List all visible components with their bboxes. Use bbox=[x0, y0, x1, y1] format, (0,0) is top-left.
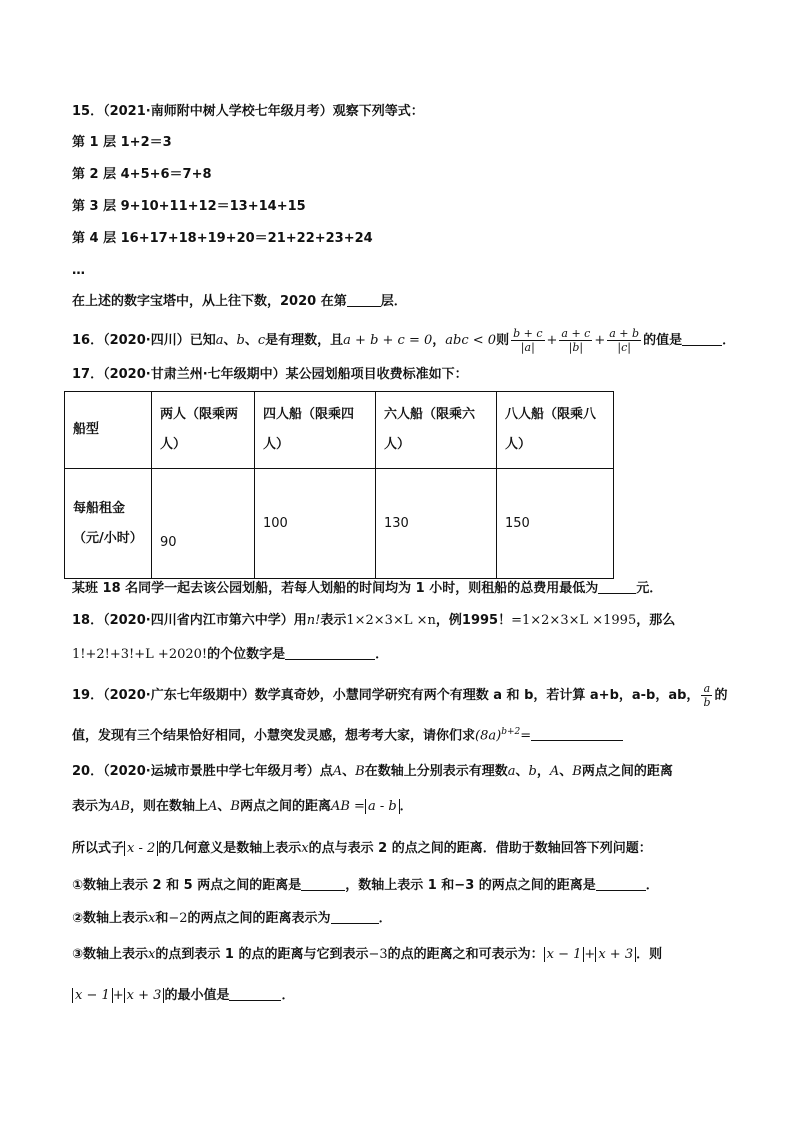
q20-line-2: 表示为AB，则在数轴上A、B两点之间的距离AB = a - b ． bbox=[72, 799, 413, 814]
fraction-2: $\frac{a + c}{|b|}$ bbox=[561, 327, 591, 354]
row-label: 第 1 层 bbox=[72, 135, 117, 150]
abs-x-minus-2: x - 2 bbox=[124, 841, 158, 856]
question-source: （2020·四川） bbox=[103, 333, 190, 348]
q20-part-2: ②数轴上表示x和−2的两点之间的距离表示为 ． bbox=[72, 911, 392, 926]
fraction-1: $\frac{b + c}{|a|}$ bbox=[513, 327, 543, 354]
question-stem: 某公园划船项目收费标准如下： bbox=[285, 367, 468, 382]
table-cell: 150 bbox=[497, 469, 614, 579]
q15-heading bbox=[72, 102, 424, 122]
q19-line-1: 19．（2020·广东七年级期中）数学真奇妙，小慧同学研究有两个有理数 a 和 b，若计算 a+b，a-b，ab， $\frac{a}{b}$ 的 bbox=[72, 682, 728, 709]
question-source: （2021·南师附中树人学校七年级月考） bbox=[103, 104, 333, 119]
q17-question: 某班 18 名同学一起去该公园划船，若每人划船的时间均为 1 小时，则租船的总费用最低为 元． bbox=[72, 581, 663, 596]
abs-x-minus-1: x − 1 bbox=[544, 947, 585, 962]
question-number: 18． bbox=[72, 613, 104, 628]
q17-heading bbox=[72, 365, 468, 385]
question-source: （2020·广东七年级期中） bbox=[103, 688, 255, 703]
question-stem: 观察下列等式： bbox=[332, 104, 424, 119]
q20-line-3: 所以式子 x - 2 的几何意义是数轴上表示x的点与表示 2 的点之间的距离．借助于数轴回答下列问题： bbox=[72, 841, 652, 856]
question-number: 17． bbox=[72, 367, 104, 382]
q15-row-3 bbox=[72, 197, 306, 217]
q18-line-1: 18．（2020·四川省内江市第六中学）用n!表示1×2×3×L ×n，例1995！=1×2×3×L ×1995，那么 bbox=[72, 613, 676, 628]
abs-x-plus-3: x + 3 bbox=[595, 947, 636, 962]
abs-a-minus-b: a - b bbox=[365, 799, 400, 814]
table-header-cell: 六人船（限乘六人） bbox=[376, 392, 497, 469]
row-label: 第 2 层 bbox=[72, 167, 117, 182]
q20-part-3-continued: x − 1 + x + 3 的最小值是 ． bbox=[72, 986, 294, 1006]
question-source: （2020·四川省内江市第六中学） bbox=[103, 613, 294, 628]
table-row bbox=[65, 469, 614, 579]
table-header-cell: 船型 bbox=[65, 392, 152, 469]
row-expr: 4+5+6＝7+8 bbox=[120, 167, 212, 182]
q15-row-2 bbox=[72, 165, 212, 185]
q20-line-1: 20．（2020·运城市景胜中学七年级月考）点A、B在数轴上分别表示有理数a、b，A、B两点之间的距离 bbox=[72, 764, 673, 779]
question-number: 20． bbox=[72, 764, 104, 779]
row-label: 第 4 层 bbox=[72, 231, 117, 246]
table-header-row bbox=[65, 392, 614, 469]
row-expr: 1+2＝3 bbox=[120, 135, 172, 150]
answer-blank[interactable] bbox=[596, 876, 646, 891]
q20-part-3: ③数轴上表示x的点到表示 1 的点的距离与它到表示−3的点的距离之和可表示为： x − 1 + x + 3 ．则 bbox=[72, 947, 663, 962]
q20-part-1: ①数轴上表示 2 和 5 两点之间的距离是 ，数轴上表示 1 和−3 的两点之间的距离是 ． bbox=[72, 878, 659, 893]
q18-line-2: 1!+2!+3!+L +2020!的个位数字是 ． bbox=[72, 647, 389, 662]
q19-line-2: 值，发现有三个结果恰好相同，小慧突发灵感，想考考大家，请你们求$(8a)^{b+2}=$ bbox=[72, 722, 623, 746]
answer-blank[interactable] bbox=[331, 909, 379, 924]
q16: 16．（2020·四川）已知a、b、c是有理数，且a + b + c = 0，abc < 0则 $\frac{b + c}{|a|}$ + $\frac{a + c}{|b|}$ + $\frac{a + b}{|c|}$ 的值是 ． bbox=[72, 327, 736, 354]
answer-blank[interactable] bbox=[229, 986, 281, 1001]
row-label: 第 3 层 bbox=[72, 199, 117, 214]
abs-x-minus-1: x − 1 bbox=[72, 988, 113, 1003]
question-source: （2020·运城市景胜中学七年级月考） bbox=[103, 764, 320, 779]
question-source: （2020·甘肃兰州·七年级期中） bbox=[103, 367, 286, 382]
table-header-cell: 八人船（限乘八人） bbox=[497, 392, 614, 469]
q15-ellipsis: … bbox=[72, 263, 85, 278]
table-header-cell: 四人船（限乘四人） bbox=[255, 392, 376, 469]
fraction-a-over-b: $\frac{a}{b}$ bbox=[703, 682, 711, 709]
row-expr: 16+17+18+19+20＝21+22+23+24 bbox=[120, 231, 373, 246]
question-number: 16． bbox=[72, 333, 104, 348]
table-row-label: 每船租金（元/小时） bbox=[65, 469, 152, 579]
answer-blank[interactable] bbox=[682, 331, 722, 346]
question-number: 15． bbox=[72, 104, 104, 119]
table-cell: 130 bbox=[376, 469, 497, 579]
answer-blank[interactable] bbox=[531, 726, 623, 741]
abs-x-plus-3: x + 3 bbox=[124, 988, 165, 1003]
table-cell: 90 bbox=[152, 469, 255, 579]
table-cell: 100 bbox=[255, 469, 376, 579]
table-header-cell: 两人（限乘两人） bbox=[152, 392, 255, 469]
answer-blank[interactable] bbox=[598, 579, 636, 594]
condition-sum: a + b + c = 0 bbox=[343, 333, 433, 348]
fraction-3: $\frac{a + b}{|c|}$ bbox=[609, 327, 640, 354]
row-expr: 9+10+11+12＝13+14+15 bbox=[120, 199, 306, 214]
question-number: 19． bbox=[72, 688, 104, 703]
q15-question: 在上述的数字宝塔中，从上往下数，2020 在第 层． bbox=[72, 294, 407, 309]
answer-blank[interactable] bbox=[285, 645, 375, 660]
condition-product: abc < 0 bbox=[445, 333, 497, 348]
answer-blank[interactable] bbox=[301, 876, 345, 891]
q15-row-4 bbox=[72, 229, 373, 249]
q15-row-1 bbox=[72, 133, 172, 153]
answer-blank[interactable] bbox=[347, 292, 381, 307]
pricing-table bbox=[64, 391, 614, 579]
